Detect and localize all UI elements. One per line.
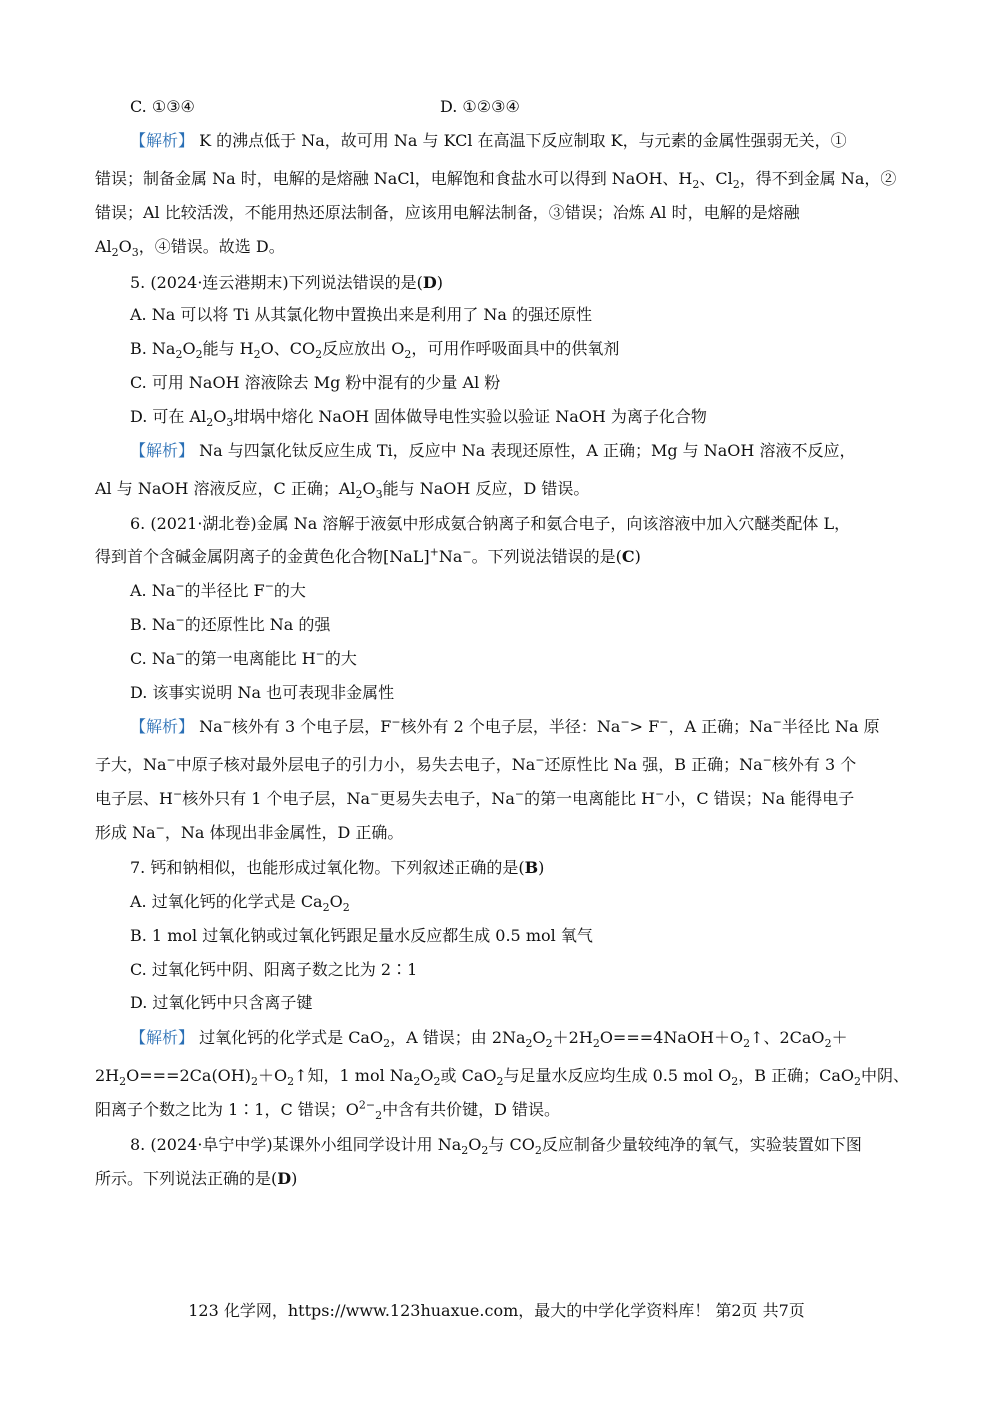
text-segment: C. ①③④ [130,97,195,116]
analysis-6-line-4 [95,823,905,843]
text-segment: ) [538,858,545,877]
text-segment: 子大，Na [95,755,167,774]
text-segment: 、Cl [699,169,733,188]
text-segment: D. 过氧化钙中只含离子键 [130,993,313,1012]
text-segment: 与 CO [488,1135,535,1154]
answer-letter: C [621,547,635,566]
text-segment: 2 [592,1037,600,1051]
text-segment: ，B 正确；CaO [738,1066,854,1085]
text-segment: 过氧化钙的化学式是 CaO [194,1028,384,1047]
question-7-stem [130,858,940,878]
text-segment: ) [436,273,444,292]
text-segment: − [762,753,772,767]
question-5-option-a [130,305,940,325]
text-segment: − [175,579,185,593]
text-segment: 2 [251,1075,258,1089]
text-segment: D. 该事实说明 Na 也可表现非金属性 [130,683,395,702]
text-segment: 2 [342,901,350,915]
text-segment: 小，C 错误；Na 能得电子 [664,789,855,808]
text-segment: 2 [175,348,183,362]
text-segment: 2 [287,1075,295,1089]
text-segment: 得到首个含碱金属阴离子的金黄色化合物[NaL] [95,547,430,566]
answer-letter: B [524,858,539,877]
text-segment: O===2Ca(OH) [126,1066,251,1085]
analysis-4-line-4 [95,237,905,260]
text-segment: 错误；Al 比较活泼，不能用热还原法制备，应该用电解法制备，③错误；冶炼 Al 时，电解的是熔融 [95,203,800,222]
text-segment: − [315,647,325,661]
text-segment: ，可用作呼吸面具中的供氧剂 [411,339,620,358]
question-8-stem-line-2 [95,1169,905,1189]
text-segment: A. 过氧化钙的化学式是 Ca [130,892,323,911]
text-segment: ↑知，1 mol Na [294,1066,414,1085]
text-segment: O===4NaOH＋O [599,1028,744,1047]
text-segment: ，A 错误；由 2Na [390,1028,526,1047]
text-segment: O [213,407,227,426]
question-7-option-d [130,993,940,1013]
question-6-option-a [130,581,940,601]
question-6-stem-line-2 [95,547,905,567]
text-segment: − [620,715,630,729]
text-segment: + [429,545,439,559]
text-segment: 2 [195,348,203,362]
text-segment: ，④错误。故选 D。 [138,237,285,256]
analysis-4-line-3 [95,203,905,223]
option-d-line [440,97,740,117]
text-segment: 3 [131,246,139,260]
analysis-4-line-2 [95,169,905,192]
text-segment: 2 [732,178,740,192]
question-6-stem-line-1 [130,514,940,534]
text-segment: Na 与四氯化钛反应生成 Ti，反应中 Na 表现还原性，A 正确；Mg 与 NaOH 溶液不反应， [194,441,856,460]
text-segment: 2 [383,1037,391,1051]
text-segment: O、CO [260,339,316,358]
text-segment: 的大 [273,581,306,600]
text-segment: 核外只有 1 个电子层，Na [182,789,371,808]
text-segment: 2 [375,1109,383,1123]
text-segment: − [370,787,380,801]
analysis-tag: 【解析】 [130,717,195,736]
question-5-option-b [130,339,940,362]
text-segment: 2 [534,1144,542,1158]
text-segment: ) [291,1169,298,1188]
text-segment: 或 CaO [440,1066,497,1085]
text-segment: − [655,787,665,801]
text-segment: O [182,339,196,358]
text-segment: 2 [433,1075,441,1089]
text-segment: ＋2H [552,1028,593,1047]
text-segment: 2 [496,1075,504,1089]
analysis-tag: 【解析】 [130,441,195,460]
text-segment: 2 [119,1075,127,1089]
text-segment: 2 [322,901,330,915]
text-segment: − [175,613,185,627]
text-segment: 8. (2024·阜宁中学)某课外小组同学设计用 Na [130,1135,462,1154]
text-segment: B. 1 mol 过氧化钠或过氧化钙跟足量水反应都生成 0.5 mol 氧气 [130,926,593,945]
text-segment: − [391,715,401,729]
text-segment: 2 [525,1037,533,1051]
analysis-tag: 【解析】 [130,131,195,150]
text-segment: 核外有 3 个电子层，F [231,717,392,736]
text-segment: Na [194,717,223,736]
answer-letter: D [277,1169,292,1188]
text-segment: − [772,715,782,729]
text-segment: A. Na 可以将 Ti 从其氯化物中置换出来是利用了 Na 的强还原性 [130,305,593,324]
text-segment: 3 [375,488,383,502]
text-segment: O [118,237,132,256]
text-segment: 5. (2024·连云港期末)下列说法错误的是( [130,273,423,292]
text-segment: 中原子核对最外层电子的引力小，易失去电子，Na [175,755,536,774]
text-segment: − [166,753,176,767]
analysis-6-line-3 [95,789,905,809]
text-segment: Al [95,237,112,256]
text-segment: 2 [692,178,700,192]
text-segment: 。下列说法错误的是( [471,547,622,566]
text-segment: 形成 Na [95,823,156,842]
text-segment: 的半径比 F [184,581,265,600]
question-5-option-d [130,407,940,430]
question-5-stem [130,273,940,293]
text-segment: 2 [413,1075,421,1089]
text-segment: 3 [226,416,234,430]
text-segment: 2 [481,1144,489,1158]
text-segment: 反应放出 O [322,339,405,358]
text-segment: 2 [853,1075,861,1089]
text-segment: C. Na [130,649,176,668]
question-6-option-c [130,649,940,669]
text-segment: 核外有 2 个电子层，半径：Na [400,717,621,736]
text-segment: 2 [206,416,214,430]
text-segment: ＋ [831,1028,848,1047]
text-segment: 能与 NaOH 反应，D 错误。 [382,479,590,498]
text-segment: 2 [355,488,363,502]
text-segment: O [420,1066,434,1085]
text-segment: − [514,787,525,801]
text-segment: 核外有 3 个 [771,755,857,774]
text-segment: ↑、2CaO [750,1028,825,1047]
text-segment: 7. 钙和钠相似，也能形成过氧化物。下列叙述正确的是( [130,858,525,877]
text-segment: > F [629,717,660,736]
question-6-option-b [130,615,940,635]
text-segment: 阳离子个数之比为 1∶1，C 错误；O [95,1100,359,1119]
analysis-4-line-1 [130,131,940,151]
text-segment: 2 [111,246,119,260]
question-5-option-c [130,373,940,393]
text-segment: 2 [315,348,323,362]
text-segment: − [462,545,472,559]
analysis-7-line-2 [95,1066,909,1089]
analysis-7-line-1 [130,1028,940,1051]
text-segment: 6. (2021·湖北卷)金属 Na 溶解于液氨中形成氨合钠离子和氨合电子，向该溶液中加入穴醚类配体 L， [130,514,851,533]
text-segment: − [264,579,274,593]
option-c-line [130,97,430,117]
text-segment: C. 过氧化钙中阴、阳离子数之比为 2∶1 [130,960,418,979]
text-segment: − [172,787,183,801]
analysis-tag: 【解析】 [130,1028,195,1047]
text-segment: 2− [358,1098,376,1112]
text-segment: − [222,715,232,729]
question-7-option-c [130,960,940,980]
text-segment: D. ①②③④ [440,97,520,116]
text-segment: 与足量水反应均生成 0.5 mol O [503,1066,732,1085]
text-segment: ，得不到金属 Na，② [739,169,897,188]
text-segment: 的第一电离能比 H [184,649,316,668]
analysis-7-line-3 [95,1098,905,1123]
text-segment: 2 [545,1037,553,1051]
text-segment: O [532,1028,546,1047]
text-segment: Na [438,547,463,566]
text-segment: B. Na [130,339,176,358]
analysis-6-line-2 [95,755,905,775]
text-segment: − [155,821,165,835]
text-segment: Al 与 NaOH 溶液反应，C 正确；Al [95,479,356,498]
text-segment: 中阴、 [860,1066,909,1085]
text-segment: K 的沸点低于 Na，故可用 Na 与 KCl 在高温下反应制取 K，与元素的金属性强弱无关，① [194,131,847,150]
text-segment: 还原性比 Na 强，B 正确；Na [544,755,763,774]
text-segment: 坩埚中熔化 NaOH 固体做导电性实验以验证 NaOH 为离子化合物 [233,407,707,426]
text-segment: O [329,892,343,911]
text-segment: 更易失去电子，Na [379,789,515,808]
text-segment: D. 可在 Al [130,407,207,426]
text-segment: 2 [253,348,261,362]
text-segment: O [468,1135,482,1154]
text-segment: 反应制备少量较纯净的氧气，实验装置如下图 [541,1135,862,1154]
analysis-6-line-1 [130,717,940,737]
text-segment: A. Na [130,581,176,600]
text-segment: 能与 H [202,339,254,358]
text-segment: 2H [95,1066,120,1085]
text-segment: 2 [461,1144,469,1158]
text-segment: 2 [743,1037,751,1051]
text-segment: 电子层、H [95,789,173,808]
analysis-5-line-1 [130,441,940,461]
text-segment: O [362,479,376,498]
text-segment: − [535,753,545,767]
text-segment: 所示。下列说法正确的是( [95,1169,278,1188]
text-segment: 的还原性比 Na 的强 [184,615,331,634]
question-7-option-a [130,892,940,915]
analysis-5-line-2 [95,479,905,502]
text-segment: ) [634,547,641,566]
text-segment: 2 [731,1075,739,1089]
text-segment: − [175,647,185,661]
question-8-stem-line-1 [130,1135,940,1158]
question-6-option-d [130,683,940,703]
answer-letter: D [422,273,437,292]
text-segment: 2 [404,348,412,362]
text-segment: 的大 [324,649,357,668]
question-7-option-b [130,926,940,946]
text-segment: 错误；制备金属 Na 时，电解的是熔融 NaCl，电解饱和食盐水可以得到 NaOH、H [95,169,693,188]
text-segment: ，A 正确；Na [668,717,773,736]
text-segment: 2 [824,1037,832,1051]
text-segment: − [659,715,669,729]
text-segment: 的第一电离能比 H [524,789,656,808]
text-segment: ，Na 体现出非金属性，D 正确。 [164,823,404,842]
text-segment: C. 可用 NaOH 溶液除去 Mg 粉中混有的少量 Al 粉 [130,373,501,392]
text-segment: ＋O [258,1066,288,1085]
page-footer: 123 化学网，https://www.123huaxue.com，最大的中学化学资料库！ 第2页 共7页 [188,1301,805,1320]
text-segment: 半径比 Na 原 [781,717,880,736]
text-segment: 中含有共价键，D 错误。 [382,1100,561,1119]
text-segment: B. Na [130,615,176,634]
